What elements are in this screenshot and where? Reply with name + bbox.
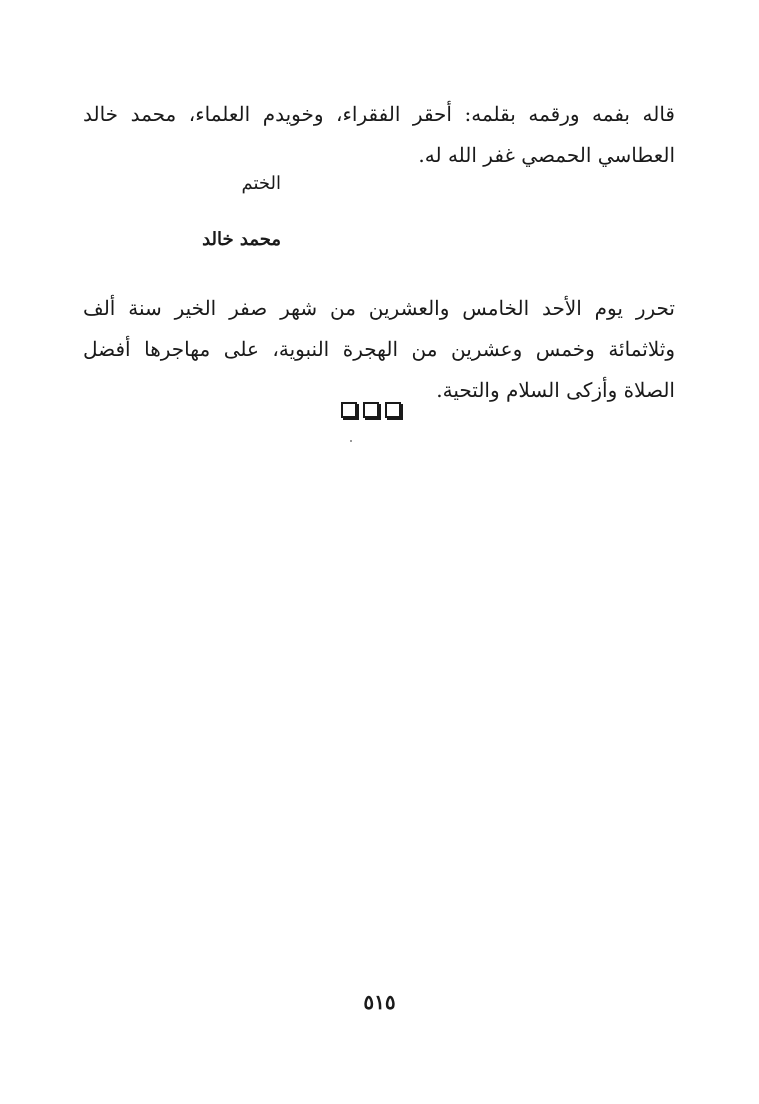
page-number: ٥١٥ — [363, 990, 396, 1014]
seal-label: الختم — [241, 173, 281, 194]
stray-mark — [350, 440, 352, 442]
closing-signature-paragraph: قاله بفمه ورقمه بقلمه: أحقر الفقراء، وخويدم العلماء، محمد خالد العطاسي الحمصي غفر الله له. — [83, 102, 675, 167]
square-box-icon — [341, 402, 357, 418]
date-paragraph: تحرر يوم الأحد الخامس والعشرين من شهر صفر الخير سنة ألف وثلاثمائة وخمس وعشرين من الهجرة النبوية، على مهاجرها أفضل الصلاة وأزكى السلام والتحية. — [83, 296, 675, 402]
square-box-icon — [385, 402, 401, 418]
section-separator-icon — [341, 402, 401, 418]
seal-name: محمد خالد — [202, 229, 281, 250]
square-box-icon — [363, 402, 379, 418]
